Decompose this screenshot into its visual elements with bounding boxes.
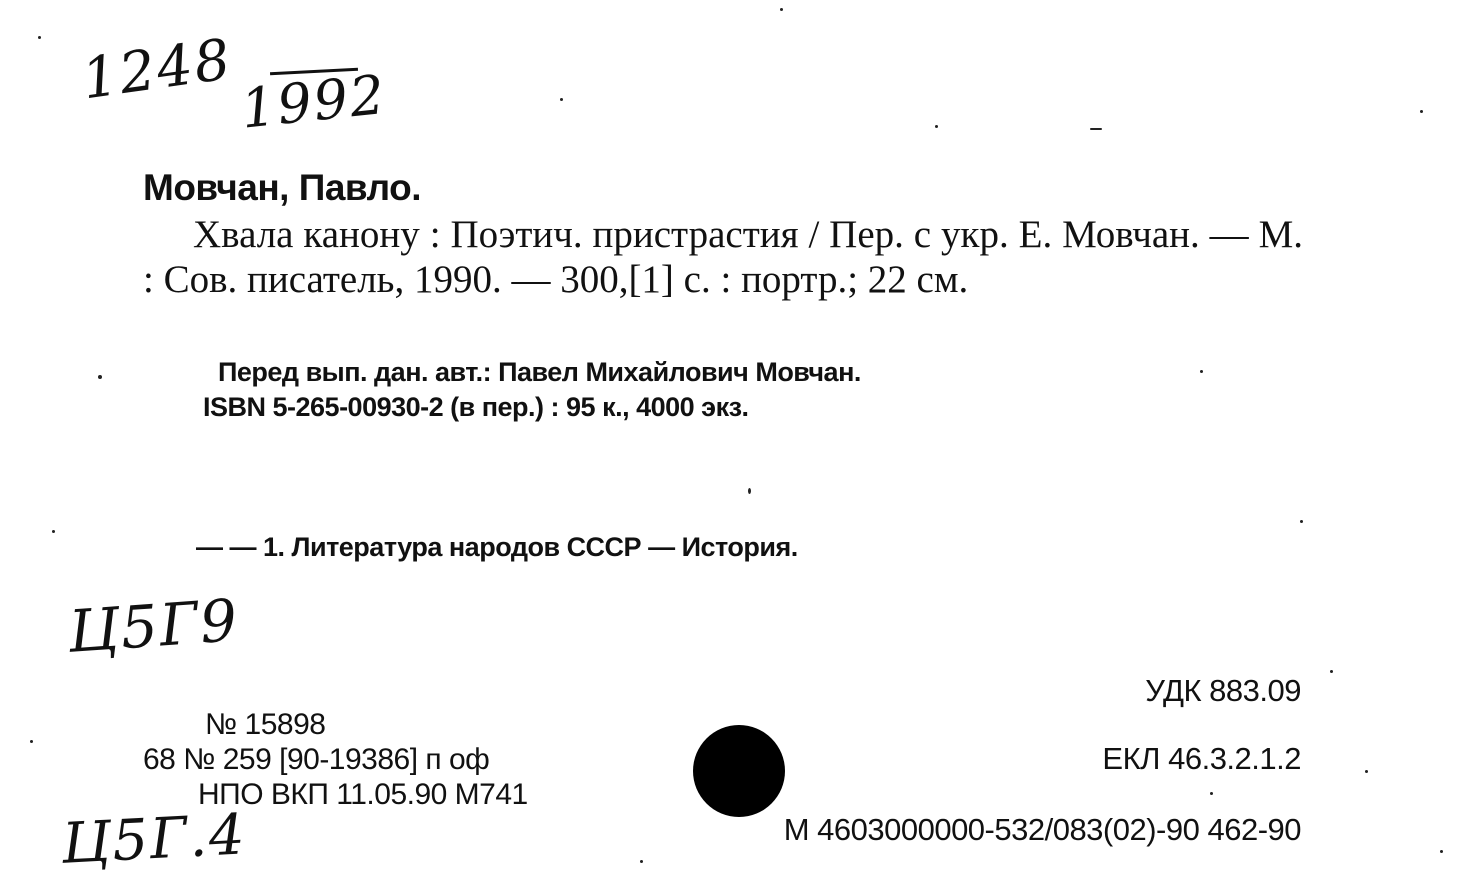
speck (1210, 792, 1213, 795)
speck (1300, 520, 1303, 523)
speck (1330, 670, 1333, 673)
speck (1090, 128, 1102, 130)
handwritten-year: 1992 (238, 62, 390, 141)
speck (98, 375, 102, 379)
speck (1365, 770, 1368, 773)
order-number: 68 № 259 [90-19386] п оф (143, 743, 490, 776)
speck (1200, 370, 1203, 373)
speck (1440, 850, 1443, 853)
bibliographic-description: Хвала канону : Поэтич. пристрастия / Пер. с укр. Е. Мовчан. — М. : Сов. писатель, 1990. — 300,[1] с. : портр.; 22 см. (143, 213, 1303, 301)
classification-code: М 4603000000-532/083(02)-90 462-90 (783, 812, 1301, 847)
speck (38, 36, 41, 39)
author-heading: Мовчан, Павло. (143, 167, 422, 208)
ekl-code: ЕКЛ 46.3.2.1.2 (1102, 741, 1301, 776)
handwritten-number: 1248 (78, 27, 237, 113)
handwritten-shelf-mark: Ц5Г9 (66, 586, 242, 666)
handwritten-shelf-mark: Ц5Г.4 (60, 802, 249, 877)
speck (748, 488, 751, 494)
speck (640, 860, 643, 863)
card-number: № 15898 (205, 708, 326, 741)
speck (30, 740, 33, 743)
speck (935, 125, 938, 128)
subject-heading: — — 1. Литература народов СССР — История. (196, 532, 798, 562)
udk-code: УДК 883.09 (1145, 673, 1301, 708)
author-note: Перед вып. дан. авт.: Павел Михайлович Мовчан. (218, 357, 861, 387)
printing-info: НПО ВКП 11.05.90 М741 (198, 778, 528, 811)
speck (780, 8, 783, 11)
speck (560, 98, 563, 101)
isbn-line: ISBN 5-265-00930-2 (в пер.) : 95 к., 4000 экз. (203, 392, 749, 422)
speck (1420, 110, 1423, 113)
punch-hole (693, 725, 785, 817)
speck (52, 530, 55, 533)
